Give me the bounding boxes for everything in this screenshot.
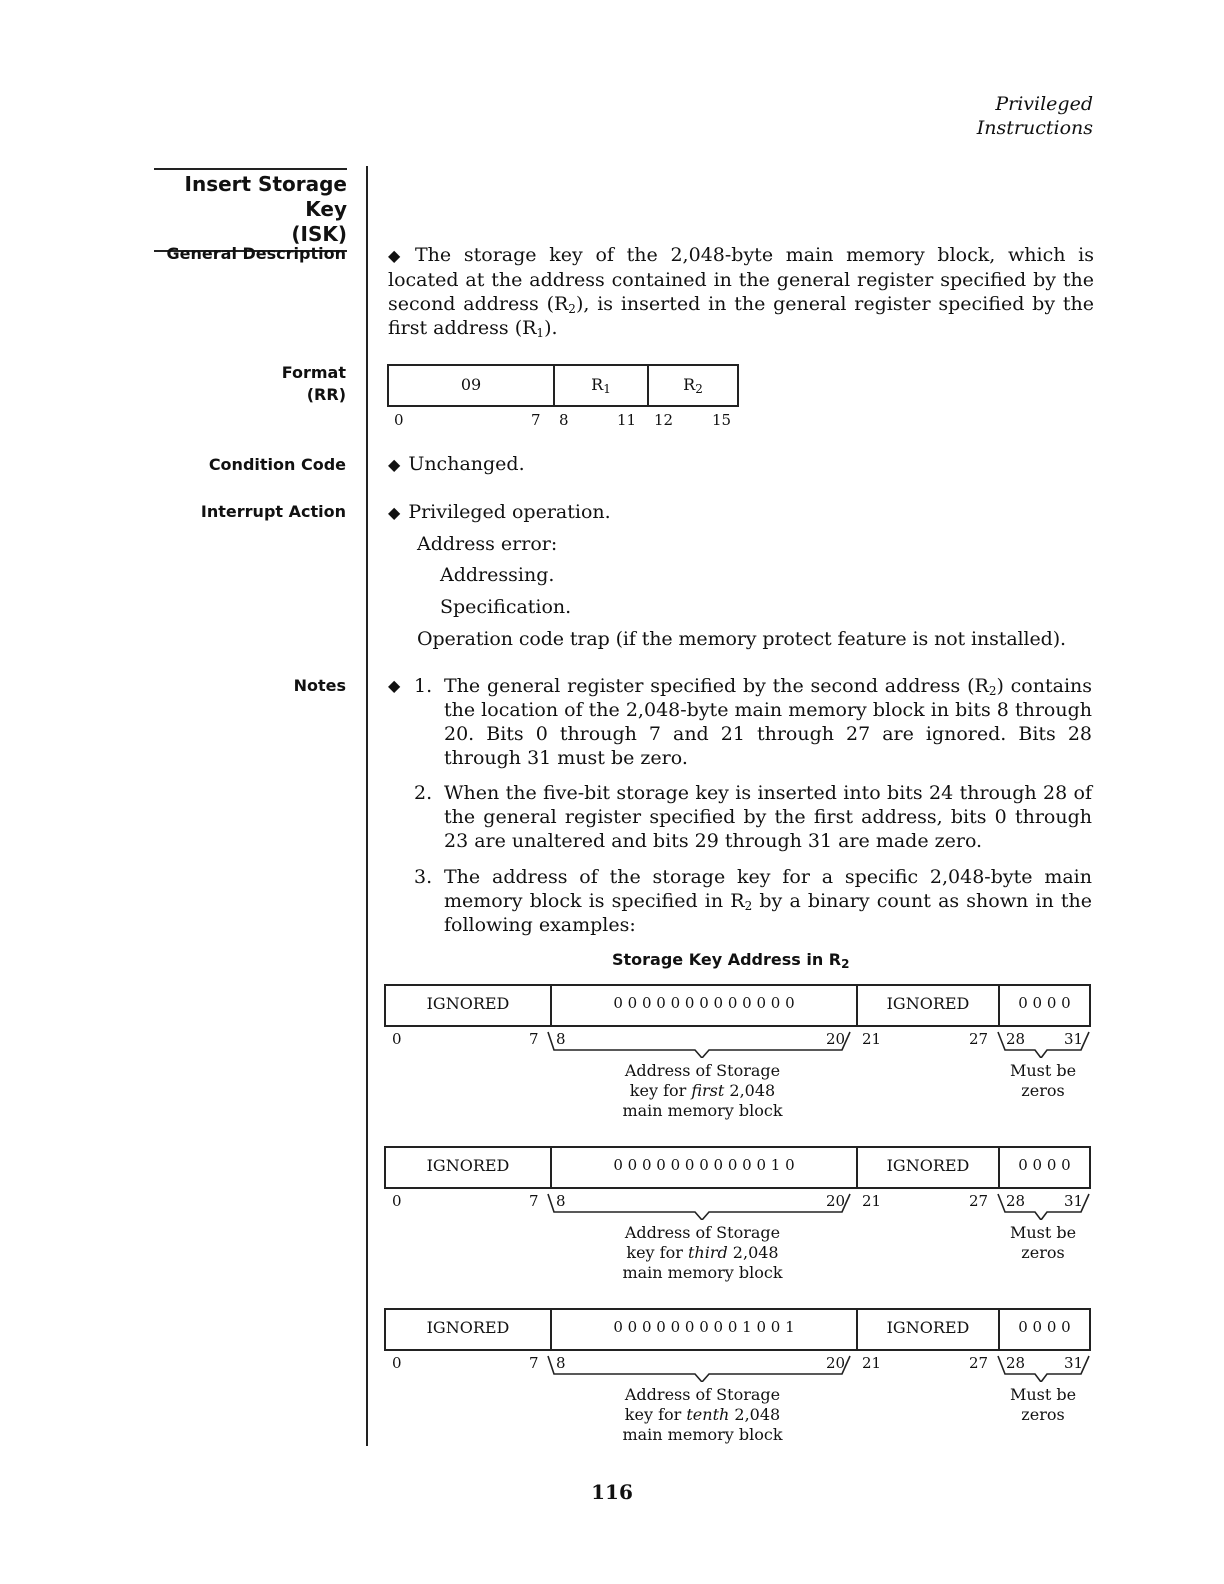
bit-label: 27 xyxy=(969,1192,989,1210)
section-title-line1: Insert Storage Key xyxy=(184,172,347,221)
zero-bits-field: 0 0 0 0 xyxy=(998,986,1089,1025)
section-title xyxy=(154,168,347,252)
running-head xyxy=(977,92,1093,140)
bit-label: 21 xyxy=(862,1030,882,1048)
address-bits-field: 0 0 0 0 0 0 0 0 0 1 0 0 1 xyxy=(550,1310,856,1349)
diamond-bullet-icon: ◆ xyxy=(388,676,401,695)
note-3: 3. The address of the storage key for a specific 2,048-byte main memory block is specified in $R_2$ by a binary count as shown in the following examples: xyxy=(414,866,1092,936)
register-box xyxy=(384,1308,1091,1351)
format-box xyxy=(387,364,739,407)
zeros-brace xyxy=(998,1194,1089,1220)
label-general-description: General Description xyxy=(166,244,346,263)
zeros-caption: Must be zeros xyxy=(1009,1385,1077,1424)
register-box xyxy=(384,984,1091,1027)
running-head-line1: Privileged xyxy=(995,93,1093,115)
zeros-caption: Must be zeros xyxy=(1009,1223,1077,1262)
bit-label: 21 xyxy=(862,1192,882,1210)
label-format-text: Format xyxy=(281,363,346,382)
bit-label: 31 xyxy=(1064,1354,1084,1372)
label-notes: Notes xyxy=(293,676,346,695)
zeros-caption: Must be zeros xyxy=(1009,1061,1077,1100)
diamond-bullet-icon: ◆ xyxy=(388,503,401,522)
format-bit-12: 12 xyxy=(654,411,674,429)
label-interrupt-action: Interrupt Action xyxy=(200,502,346,521)
label-format xyxy=(282,362,346,406)
format-r2-cell: $R_2$ xyxy=(647,366,737,405)
condition-code-text: ◆ Unchanged. xyxy=(388,453,525,475)
bit-label: 0 xyxy=(392,1030,402,1048)
ignored-field: IGNORED xyxy=(856,1310,998,1349)
address-bits-field: 0 0 0 0 0 0 0 0 0 0 0 1 0 xyxy=(550,1148,856,1187)
format-bit-8: 8 xyxy=(559,411,569,429)
bit-label: 28 xyxy=(1006,1030,1026,1048)
label-format-type: (RR) xyxy=(306,385,346,404)
address-brace xyxy=(548,1356,850,1382)
register-box xyxy=(384,1146,1091,1189)
bit-label: 27 xyxy=(969,1354,989,1372)
format-opcode-cell: 09 xyxy=(460,375,482,394)
zeros-brace xyxy=(998,1032,1089,1058)
section-title-line2: (ISK) xyxy=(291,222,347,246)
bit-label: 20 xyxy=(826,1354,846,1372)
bit-label: 28 xyxy=(1006,1192,1026,1210)
bit-label: 31 xyxy=(1064,1192,1084,1210)
bit-label: 27 xyxy=(969,1030,989,1048)
interrupt-action-line1: ◆ Privileged operation. xyxy=(388,501,611,523)
ignored-field: IGNORED xyxy=(426,994,510,1013)
diamond-bullet-icon: ◆ xyxy=(388,455,401,474)
brace-lines xyxy=(540,1028,1100,1058)
diamond-bullet-icon: ◆ xyxy=(388,246,407,265)
format-bit-15: 15 xyxy=(712,411,732,429)
bit-label: 7 xyxy=(529,1192,539,1210)
address-caption: Address of Storage key for first 2,048 main memory block xyxy=(622,1061,783,1120)
address-caption: Address of Storage key for tenth 2,048 main memory block xyxy=(622,1385,783,1444)
address-caption: Address of Storage key for third 2,048 main memory block xyxy=(622,1223,783,1282)
bit-label: 7 xyxy=(529,1354,539,1372)
running-head-line2: Instructions xyxy=(976,117,1093,139)
bit-label: 7 xyxy=(529,1030,539,1048)
bit-label: 8 xyxy=(556,1030,566,1048)
interrupt-action-line5: Operation code trap (if the memory protect feature is not installed). xyxy=(417,628,1066,650)
bit-label: 21 xyxy=(862,1354,882,1372)
format-bit-0: 0 xyxy=(394,411,404,429)
address-bits-field: 0 0 0 0 0 0 0 0 0 0 0 0 0 xyxy=(550,986,856,1025)
bit-label: 28 xyxy=(1006,1354,1026,1372)
interrupt-action-line4: Specification. xyxy=(440,596,572,618)
page-number: 116 xyxy=(591,1480,633,1504)
bit-label: 0 xyxy=(392,1192,402,1210)
address-brace xyxy=(548,1032,850,1058)
bit-label: 8 xyxy=(556,1192,566,1210)
zero-bits-field: 0 0 0 0 xyxy=(998,1310,1089,1349)
interrupt-action-line3: Addressing. xyxy=(440,564,555,586)
label-condition-code: Condition Code xyxy=(208,455,346,474)
bit-label: 0 xyxy=(392,1354,402,1372)
format-bit-11: 11 xyxy=(617,411,637,429)
ignored-field: IGNORED xyxy=(426,1318,510,1337)
bit-label: 20 xyxy=(826,1030,846,1048)
zero-bits-field: 0 0 0 0 xyxy=(998,1148,1089,1187)
address-brace xyxy=(548,1194,850,1220)
storage-key-heading: Storage Key Address in $R_2$ xyxy=(612,950,850,971)
vertical-divider xyxy=(366,166,368,1446)
interrupt-action-line2: Address error: xyxy=(417,533,558,555)
format-r1-cell: $R_1$ xyxy=(553,366,647,405)
ignored-field: IGNORED xyxy=(856,1148,998,1187)
note-1: 1. The general register specified by the second address $(R_2)$ contains the location of the 2,048-byte main memory block in bits 8 through 20. Bits 0 through 7 and 21 through 27 are ignored. Bits 28 through 31 must be zero. xyxy=(414,675,1093,769)
ignored-field: IGNORED xyxy=(426,1156,510,1175)
zeros-brace xyxy=(998,1356,1089,1382)
note-2: 2. When the five-bit storage key is inserted into bits 24 through 28 of the general register specified by the first address, bits 0 through 23 are unaltered and bits 29 through 31 are made zero. xyxy=(414,782,1092,852)
bit-label: 8 xyxy=(556,1354,566,1372)
brace-lines xyxy=(540,1190,1100,1220)
format-bit-7: 7 xyxy=(531,411,541,429)
brace-lines xyxy=(540,1352,1100,1382)
bit-label: 20 xyxy=(826,1192,846,1210)
general-description-text: ◆ The storage key of the 2,048-byte main memory block, which is located at the address contained in the general register specified by the second address $(R_2)$, is inserted in the general register specified by the first address $(R_1)$. xyxy=(388,244,1095,340)
bit-label: 31 xyxy=(1064,1030,1084,1048)
ignored-field: IGNORED xyxy=(856,986,998,1025)
